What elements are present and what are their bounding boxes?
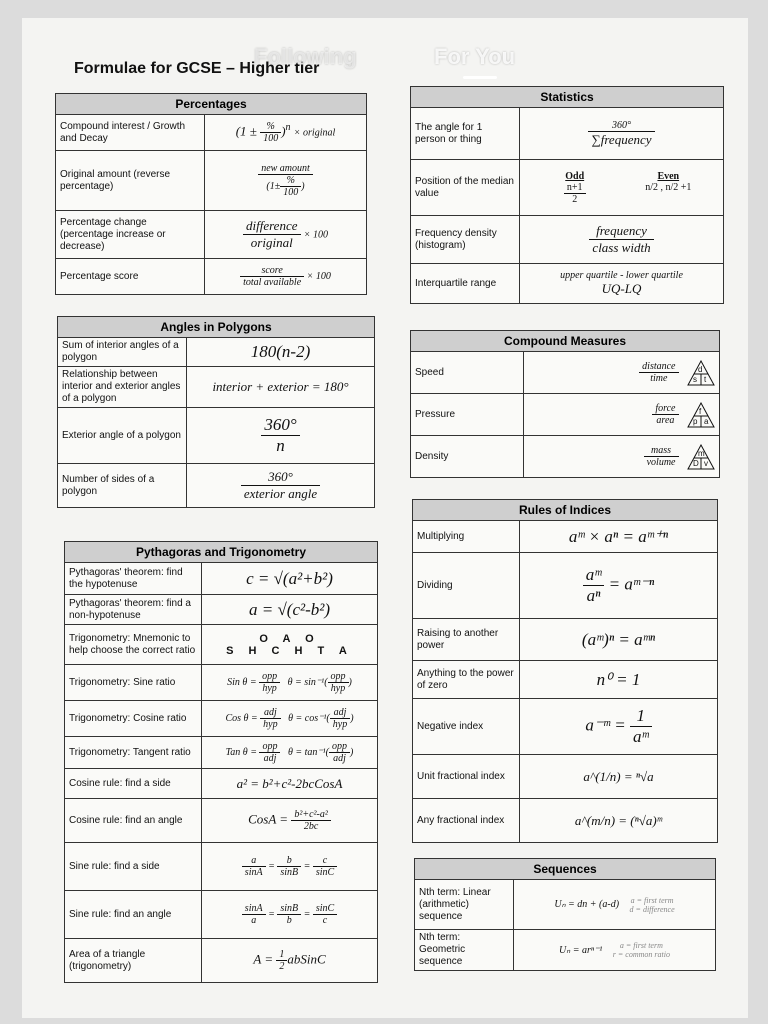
negative-index-rule: a⁻ᵐ = $\frac{1}{\text{aᵐ}}$	[520, 699, 718, 755]
speed-formula: $\frac{\text{distance}}{\text{time}}$ d s t	[524, 352, 720, 394]
number-of-sides-formula: $\frac{360^\circ}{\text{exterior angle}}$	[187, 464, 375, 508]
row-label: Percentage change (percentage increase or decrease)	[56, 211, 205, 259]
page-title: Formulae for GCSE – Higher tier	[74, 60, 320, 77]
row-label: Cosine rule: find a side	[65, 769, 202, 799]
row-label: Original amount (reverse percentage)	[56, 151, 205, 211]
exterior-angle-formula: $\frac{360^\circ}{n}$	[187, 408, 375, 464]
sine-rule-angle-formula: $\frac{\sin A}{a}$ = $\frac{\sin B}{b}$ = $\frac{\sin C}{c}$	[202, 891, 378, 939]
row-label: Nth term: Geometric sequence	[415, 930, 514, 971]
row-label: Dividing	[413, 553, 520, 619]
row-label: The angle for 1 person or thing	[411, 108, 520, 160]
row-label: Sine rule: find an angle	[65, 891, 202, 939]
row-label: Negative index	[413, 699, 520, 755]
tab-following[interactable]: Following	[254, 44, 357, 69]
active-tab-indicator	[463, 76, 497, 79]
row-label: Frequency density (histogram)	[411, 216, 520, 264]
indices-table	[412, 499, 718, 843]
pythagoras-trig-table	[64, 541, 378, 983]
sequences-heading: Sequences	[415, 859, 716, 880]
row-label: Trigonometry: Sine ratio	[65, 665, 202, 701]
pressure-formula: $\frac{\text{force}}{\text{area}}$ f p a	[524, 394, 720, 436]
pythagoras-heading: Pythagoras and Trigonometry	[65, 542, 378, 563]
row-label: Nth term: Linear (arithmetic) sequence	[415, 880, 514, 930]
tangent-ratio-formula: Tan θ = $\frac{\text{opp}}{\text{adj}}$ θ = tan⁻¹( $\frac{\text{opp}}{\text{adj}}$ )	[202, 737, 378, 769]
row-label: Anything to the power of zero	[413, 661, 520, 699]
row-label: Trigonometry: Mnemonic to help choose the correct ratio	[65, 625, 202, 665]
iqr-formula: upper quartile - lower quartile UQ-LQ	[520, 264, 724, 304]
interior-sum-formula: 180(n-2)	[187, 338, 375, 367]
row-label: Exterior angle of a polygon	[58, 408, 187, 464]
row-label: Percentage score	[56, 259, 205, 295]
multiplying-rule: aᵐ × aⁿ = aᵐ⁺ⁿ	[520, 521, 718, 553]
unit-fractional-index-rule: a^(1/n) = ⁿ√a	[520, 755, 718, 799]
cosine-rule-side-formula: a² = b²+c²-2bcCosA	[202, 769, 378, 799]
triangle-area-formula: A = $\frac{1}{2}$ abSinC	[202, 939, 378, 983]
sequences-table	[414, 858, 716, 971]
density-formula: $\frac{\text{mass}}{\text{volume}}$ m D v	[524, 436, 720, 478]
frequency-density-formula: $\frac{\text{frequency}}{\text{class width}}$	[520, 216, 724, 264]
row-label: Trigonometry: Cosine ratio	[65, 701, 202, 737]
interior-exterior-formula: interior + exterior = 180°	[187, 367, 375, 408]
compound-interest-formula: (1 ± $\frac{\%}{100}$ )$^n$ × original	[205, 115, 367, 151]
percentage-change-formula: $\frac{\text{difference}}{\text{original}}$ × 100	[205, 211, 367, 259]
geometric-nth-term-formula: Uₙ = arⁿ⁻¹ a = first term r = common ratio	[514, 930, 716, 971]
any-fractional-index-rule: a^(m/n) = (ⁿ√a)ᵐ	[520, 799, 718, 843]
power-of-power-rule: (aᵐ)ⁿ = aᵐⁿ	[520, 619, 718, 661]
compound-measures-table	[410, 330, 720, 478]
compound-heading: Compound Measures	[411, 331, 720, 352]
row-label: Compound interest / Growth and Decay	[56, 115, 205, 151]
angles-polygons-table	[57, 316, 375, 508]
row-label: Density	[411, 436, 524, 478]
row-label: Unit fractional index	[413, 755, 520, 799]
row-label: Number of sides of a polygon	[58, 464, 187, 508]
row-label: Multiplying	[413, 521, 520, 553]
row-label: Pressure	[411, 394, 524, 436]
angles-heading: Angles in Polygons	[58, 317, 375, 338]
dividing-rule: $\frac{\text{aᵐ}}{\text{aⁿ}}$ = aᵐ⁻ⁿ	[520, 553, 718, 619]
tab-for-you[interactable]: For You	[434, 44, 516, 69]
cosine-ratio-formula: Cos θ = $\frac{\text{adj}}{\text{hyp}}$ θ = cos⁻¹( $\frac{\text{adj}}{\text{hyp}}$ )	[202, 701, 378, 737]
row-label: Speed	[411, 352, 524, 394]
statistics-heading: Statistics	[411, 87, 724, 108]
hypotenuse-formula: c = √(a²+b²)	[202, 563, 378, 595]
sohcahtoa-mnemonic: O A O S H C H T A	[202, 625, 378, 665]
density-triangle-icon: m D v	[687, 444, 715, 470]
feed-tab-bar	[0, 40, 768, 80]
row-label: Area of a triangle (trigonometry)	[65, 939, 202, 983]
row-label: Relationship between interior and exterior angles of a polygon	[58, 367, 187, 408]
zero-power-rule: n⁰ = 1	[520, 661, 718, 699]
percentage-score-formula: $\frac{\text{score}}{\text{total available}}$ × 100	[205, 259, 367, 295]
speed-triangle-icon: d s t	[687, 360, 715, 386]
row-label: Pythagoras' theorem: find the hypotenuse	[65, 563, 202, 595]
percentages-heading: Percentages	[56, 94, 367, 115]
row-label: Any fractional index	[413, 799, 520, 843]
pressure-triangle-icon: f p a	[687, 402, 715, 428]
sine-ratio-formula: Sin θ = $\frac{\text{opp}}{\text{hyp}}$ θ = sin⁻¹( $\frac{\text{opp}}{\text{hyp}}$ )	[202, 665, 378, 701]
statistics-table	[410, 86, 724, 304]
linear-nth-term-formula: Uₙ = dn + (a-d) a = first term d = difference	[514, 880, 716, 930]
percentages-table	[55, 93, 367, 295]
row-label: Cosine rule: find an angle	[65, 799, 202, 843]
row-label: Trigonometry: Tangent ratio	[65, 737, 202, 769]
row-label: Sine rule: find a side	[65, 843, 202, 891]
indices-heading: Rules of Indices	[413, 500, 718, 521]
row-label: Raising to another power	[413, 619, 520, 661]
non-hypotenuse-formula: a = √(c²-b²)	[202, 595, 378, 625]
row-label: Interquartile range	[411, 264, 520, 304]
reverse-percentage-formula: new amount (1± $\frac{\%}{100}$ )	[205, 151, 367, 211]
median-position-formula: Odd $\frac{n+1}{2}$ Even n/2 , n/2 +1	[520, 160, 724, 216]
cosine-rule-angle-formula: CosA = $\frac{\text{b²+c²-a²}}{2bc}$	[202, 799, 378, 843]
sine-rule-side-formula: $\frac{a}{\sin A}$ = $\frac{b}{\sin B}$ = $\frac{c}{\sin C}$	[202, 843, 378, 891]
row-label: Pythagoras' theorem: find a non-hypotenuse	[65, 595, 202, 625]
row-label: Position of the median value	[411, 160, 520, 216]
pie-angle-formula: $\frac{360^\circ}{\text{∑frequency}}$	[520, 108, 724, 160]
row-label: Sum of interior angles of a polygon	[58, 338, 187, 367]
